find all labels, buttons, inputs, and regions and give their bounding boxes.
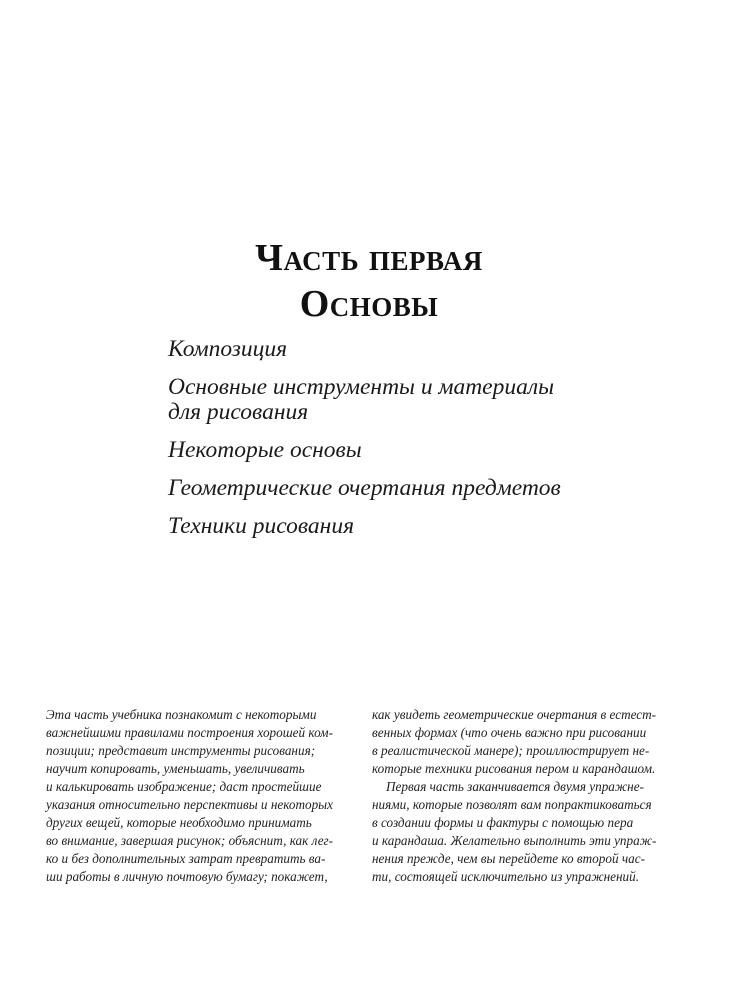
contents-item-line: для рисования bbox=[168, 399, 309, 425]
text-line: указания относительно перспективы и некоторых bbox=[46, 797, 333, 812]
text-line: ти, состоящей исключительно из упражнений. bbox=[372, 869, 640, 884]
text-line: которые техники рисования пером и карандашом. bbox=[372, 761, 656, 776]
contents-list bbox=[168, 337, 638, 552]
text-line: Эта часть учебника познакомит с некоторыми bbox=[46, 707, 317, 722]
text-line: во внимание, завершая рисунок; объяснит, как лег- bbox=[46, 833, 334, 848]
text-line: научит копировать, уменьшать, увеличивать bbox=[46, 761, 305, 776]
contents-item bbox=[168, 438, 638, 463]
text-line: позиции; представит инструменты рисования; bbox=[46, 743, 316, 758]
contents-item-line: Некоторые основы bbox=[168, 437, 362, 463]
text-line: ко и без дополнительных затрат превратить ва- bbox=[46, 851, 326, 866]
contents-item-line: Техники рисования bbox=[168, 513, 355, 539]
text-line: ниями, которые позволят вам попрактиковаться bbox=[372, 797, 652, 812]
part-subtitle: Основы bbox=[299, 283, 439, 325]
text-line: и калькировать изображение; даст простейшие bbox=[46, 779, 322, 794]
text-line: Первая часть заканчивается двумя упражне- bbox=[386, 779, 644, 794]
text-line: важнейшими правилами построения хорошей ком- bbox=[46, 725, 333, 740]
text-line: как увидеть геометрические очертания в естест- bbox=[372, 707, 657, 722]
contents-item-line: Основные инструменты и материалы bbox=[168, 374, 555, 400]
text-line: в создании формы и фактуры с помощью пера bbox=[372, 815, 634, 830]
contents-item bbox=[168, 476, 638, 501]
text-line: других вещей, которые необходимо принимать bbox=[46, 815, 312, 830]
intro-text-right-column bbox=[372, 706, 700, 886]
text-line: и карандаша. Желательно выполнить эти упраж- bbox=[372, 833, 657, 848]
text-line: нения прежде, чем вы перейдете ко второй час- bbox=[372, 851, 645, 866]
text-line: ши работы в личную почтовую бумагу; покажет, bbox=[46, 869, 328, 884]
contents-item-line: Композиция bbox=[168, 336, 288, 362]
contents-item bbox=[168, 514, 638, 539]
text-line: в реалистической манере); проиллюстрирует не- bbox=[372, 743, 650, 758]
intro-text-left-column bbox=[46, 706, 374, 886]
text-line: венных формах (что очень важно при рисовании bbox=[372, 725, 647, 740]
contents-item-line: Геометрические очертания предметов bbox=[168, 475, 561, 501]
contents-item bbox=[168, 337, 638, 362]
contents-item bbox=[168, 375, 638, 425]
part-title: Часть первая bbox=[255, 237, 483, 279]
